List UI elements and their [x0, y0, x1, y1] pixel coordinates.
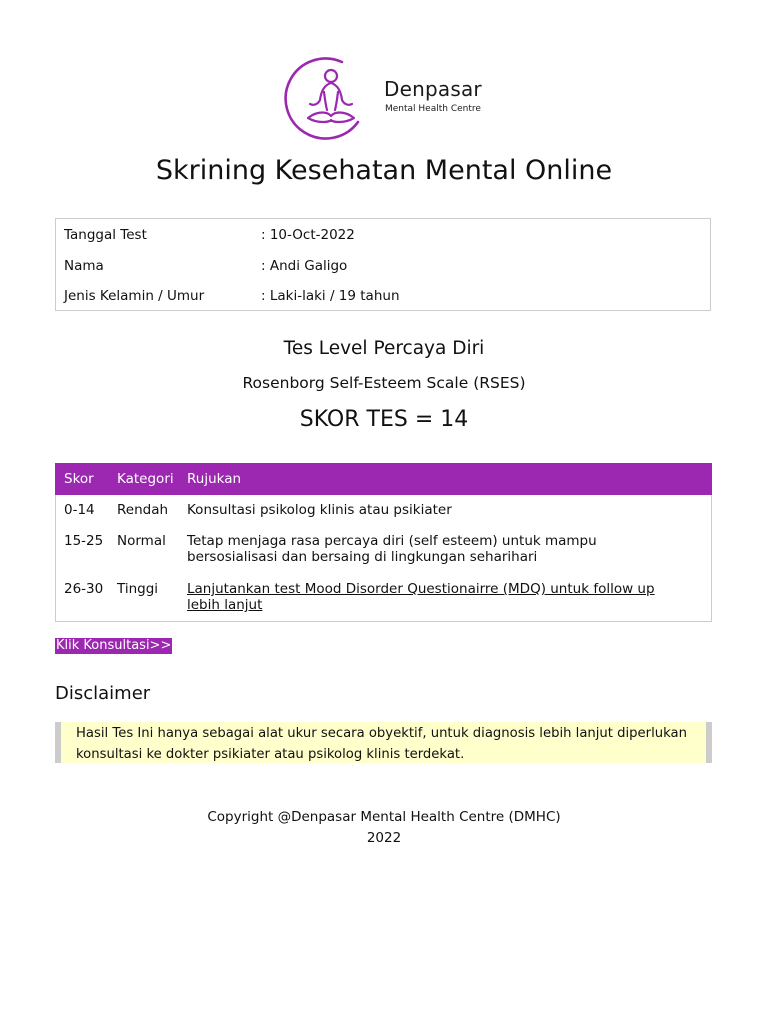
table-cell-skor: 26-30 — [64, 581, 104, 597]
table-cell-kategori: Rendah — [117, 502, 169, 518]
info-value: : Andi Galigo — [261, 258, 348, 274]
logo — [284, 54, 504, 140]
column-header-kategori: Kategori — [117, 471, 174, 487]
table-cell-rujukan: Konsultasi psikolog klinis atau psikiater — [187, 502, 452, 518]
logo-subtitle: Mental Health Centre — [385, 104, 481, 114]
table-cell-kategori: Tinggi — [117, 581, 159, 597]
disclaimer-box — [55, 722, 712, 763]
info-label: Nama — [64, 258, 104, 274]
column-header-skor: Skor — [64, 471, 94, 487]
info-label: Jenis Kelamin / Umur — [64, 288, 205, 304]
disclaimer-title: Disclaimer — [55, 683, 151, 704]
test-score: SKOR TES = 14 — [299, 407, 469, 432]
footer-copyright: Copyright @Denpasar Mental Health Centre (DMHC) — [207, 809, 561, 825]
table-header — [55, 463, 712, 495]
info-value: : 10-Oct-2022 — [261, 227, 355, 243]
info-label: Tanggal Test — [64, 227, 147, 243]
patient-info-box — [55, 218, 711, 311]
disclaimer-text: Hasil Tes Ini hanya sebagai alat ukur secara obyektif, untuk diagnosis lebih lanjut diperlukan konsultasi ke dokter psikiater atau psikolog klinis terdekat. — [76, 726, 687, 762]
table-cell-skor: 15-25 — [64, 533, 104, 549]
table-cell-kategori: Normal — [117, 533, 166, 549]
test-scale: Rosenborg Self-Esteem Scale (RSES) — [242, 374, 526, 392]
consultation-button[interactable]: Klik Konsultasi>> — [56, 638, 172, 653]
mdq-test-link[interactable]: Lanjutankan test Mood Disorder Questionairre (MDQ) untuk follow up lebih lanjut — [187, 581, 655, 613]
test-name: Tes Level Percaya Diri — [283, 338, 485, 359]
page-title: Skrining Kesehatan Mental Online — [155, 155, 613, 186]
table-cell-rujukan: Tetap menjaga rasa percaya diri (self esteem) untuk mampu bersosialisasi dan bersaing di lingkungan seharihari — [187, 533, 597, 565]
info-value: : Laki-laki / 19 tahun — [261, 288, 400, 304]
logo-name: Denpasar — [384, 77, 482, 101]
table-cell-skor: 0-14 — [64, 502, 95, 518]
footer-year: 2022 — [366, 830, 402, 846]
meditation-logo-icon — [284, 54, 374, 140]
column-header-rujukan: Rujukan — [187, 471, 242, 487]
result-table — [55, 463, 712, 622]
